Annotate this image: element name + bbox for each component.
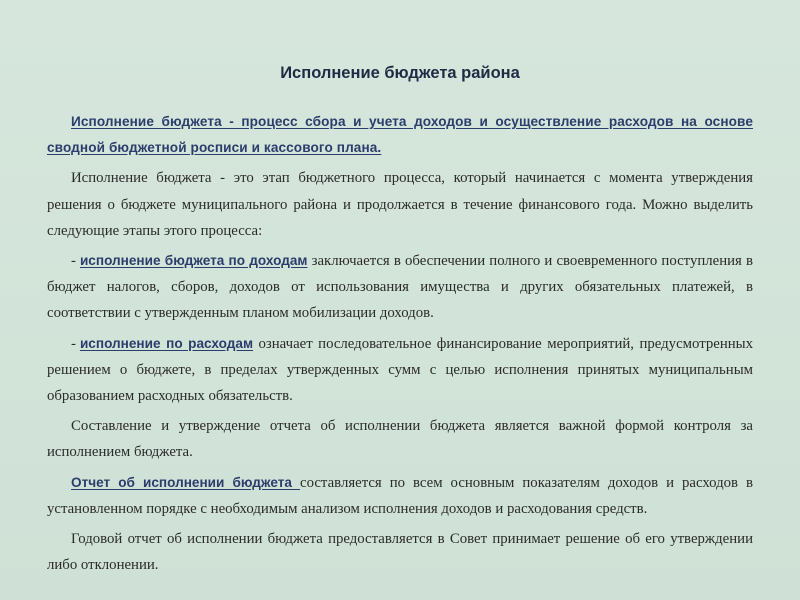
stage-revenue-paragraph: [47, 248, 753, 327]
slide-title: Исполнение бюджета района: [280, 64, 520, 82]
annual-report-paragraph: Годовой отчет об исполнении бюджета предоставляется в Совет принимает решение об его утверждении либо отклонении.: [47, 531, 753, 574]
report-paragraph: [47, 470, 753, 522]
stage-revenue-term: исполнение бюджета по доходам: [79, 253, 308, 269]
stage-expense-term: исполнение по расходам: [79, 335, 254, 351]
intro-paragraph: Исполнение бюджета - это этап бюджетного процесса, который начинается с момента утверждения решения о бюджете муниципального района и продолжается в течение финансового года. Можно выделить следующие этапы этого процесса:: [47, 170, 753, 239]
slide-content: [47, 109, 753, 582]
list-dash: -: [71, 335, 76, 352]
report-control-paragraph: Составление и утверждение отчета об исполнении бюджета является важной формой контроля за исполнением бюджета.: [47, 418, 753, 461]
definition-paragraph: [47, 109, 753, 161]
stage-revenue-text: заключается в обеспечении полного и своевременного поступления в бюджет налогов, сборов, доходов от использования имущества и других обязательных платежей, в соответствии с утвержденным планом мобилизации доходов.: [47, 253, 753, 322]
stage-expense-text: означает последовательное финансирование мероприятий, предусмотренных решением о бюджете, в пределах утвержденных сумм с целью исполнения принятых муниципальным образованием расходных обязательств.: [47, 335, 754, 405]
report-text: составляется по всем основным показателям доходов и расходов в установленном порядке с необходимым анализом исполнения доходов и расходования средств.: [47, 474, 754, 517]
list-dash: -: [71, 253, 76, 270]
stage-expense-paragraph: [47, 331, 753, 410]
definition-text: Исполнение бюджета - процесс сбора и учета доходов и осуществление расходов на основе сводной бюджетной росписи и кассового плана.: [47, 114, 753, 156]
report-term: Отчет об исполнении бюджета: [71, 474, 301, 490]
